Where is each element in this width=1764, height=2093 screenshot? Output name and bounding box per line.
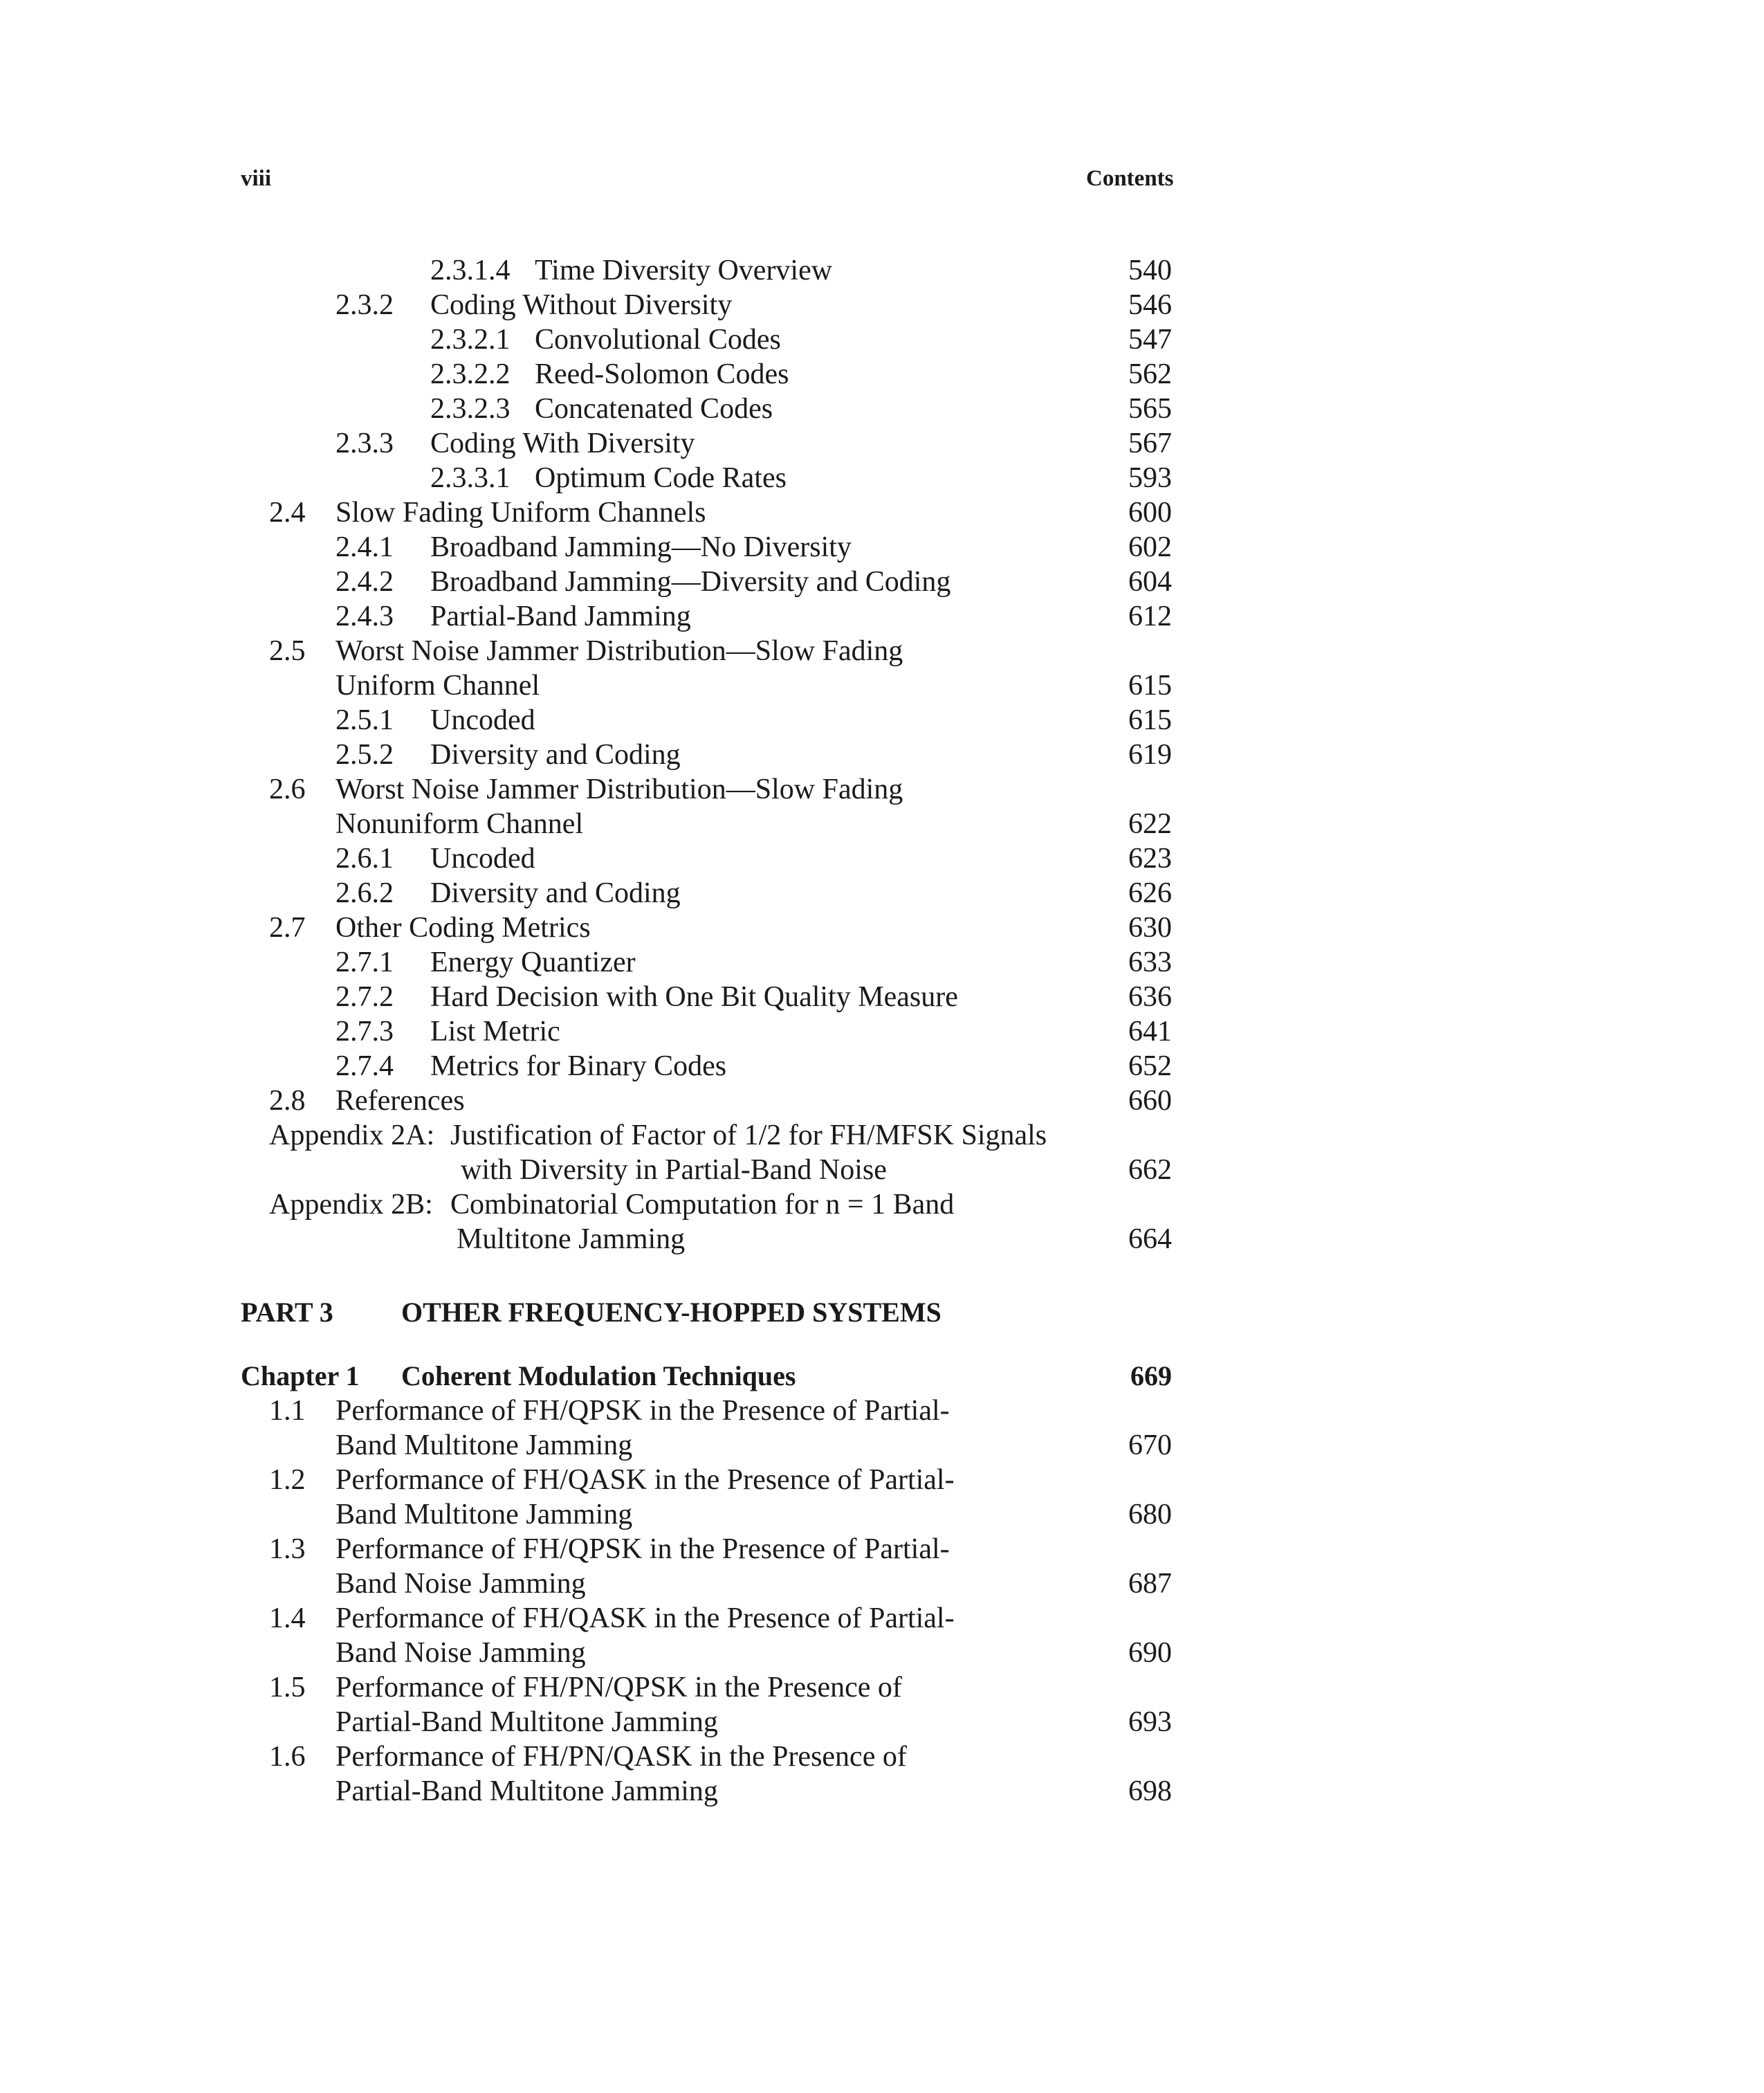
toc-entry-title: Combinatorial Computation for n = 1 Band	[450, 1189, 955, 1221]
toc-entry-row[interactable]	[0, 1497, 1764, 1532]
toc-entry-row[interactable]	[0, 807, 1764, 841]
toc-entry-page: 622	[1128, 808, 1172, 840]
toc-entry-row[interactable]	[0, 426, 1764, 461]
toc-entry-number: 2.3.3	[336, 428, 394, 459]
toc-entry-row[interactable]	[0, 911, 1764, 945]
toc-entry-title: Diversity and Coding	[430, 739, 681, 771]
toc-entry-page: 619	[1128, 739, 1172, 771]
toc-entry-page: 615	[1128, 704, 1172, 736]
toc-entry-title: Band Multitone Jamming	[336, 1499, 633, 1530]
toc-entry-title: Convolutional Codes	[535, 324, 781, 356]
toc-entry-title: Coding Without Diversity	[430, 289, 733, 321]
toc-entry-row[interactable]	[0, 495, 1764, 530]
toc-entry-title: Partial-Band Multitone Jamming	[336, 1775, 718, 1807]
toc-entry-number: 2.7.2	[336, 981, 394, 1013]
toc-entry-row[interactable]	[0, 668, 1764, 703]
toc-entry-number: 2.7	[269, 912, 306, 944]
toc-entry-row[interactable]	[0, 945, 1764, 980]
toc-entry-row[interactable]	[0, 634, 1764, 668]
toc-entry-row[interactable]	[0, 599, 1764, 634]
toc-entry-row[interactable]	[0, 461, 1764, 495]
toc-entry-number: 1.1	[269, 1395, 306, 1427]
toc-entry-row[interactable]	[0, 1774, 1764, 1809]
toc-entry-page: 602	[1128, 531, 1172, 563]
toc-entry-row[interactable]	[0, 841, 1764, 876]
toc-entry-row[interactable]	[0, 530, 1764, 565]
toc-entry-row[interactable]	[0, 253, 1764, 288]
toc-entry-number: 2.3.3.1	[430, 462, 511, 494]
toc-entry-title: Band Noise Jamming	[336, 1568, 586, 1600]
toc-entry-title: Concatenated Codes	[535, 393, 773, 425]
toc-entry-page: 565	[1128, 393, 1172, 425]
toc-entry-number: PART 3	[241, 1297, 333, 1328]
toc-entry-page: 687	[1128, 1568, 1172, 1600]
toc-entry-page: 633	[1128, 947, 1172, 978]
toc-entry-number: 2.7.1	[336, 947, 394, 978]
toc-heading-row[interactable]	[0, 1295, 1764, 1330]
toc-entry-number: Appendix 2A:	[269, 1119, 435, 1151]
toc-entry-number: Chapter 1	[241, 1360, 360, 1391]
toc-entry-title: Uniform Channel	[336, 670, 540, 702]
toc-entry-page: 669	[1130, 1360, 1172, 1391]
toc-entry-number: 1.4	[269, 1602, 306, 1634]
toc-entry-number: 2.5	[269, 635, 306, 667]
toc-entry-number: 2.6	[269, 774, 306, 805]
toc-entry-number: 2.4	[269, 497, 306, 529]
toc-entry-title: Uncoded	[430, 704, 535, 736]
toc-entry-title: Diversity and Coding	[430, 877, 681, 909]
toc-entry-row[interactable]	[0, 1393, 1764, 1428]
toc-entry-title: Time Diversity Overview	[535, 255, 833, 286]
toc-entry-row[interactable]	[0, 1601, 1764, 1636]
toc-entry-row[interactable]	[0, 1566, 1764, 1601]
toc-entry-row[interactable]	[0, 772, 1764, 807]
toc-entry-title: Performance of FH/QASK in the Presence of Partial-	[336, 1464, 955, 1496]
toc-entry-page: 567	[1128, 428, 1172, 459]
toc-entry-title: Performance of FH/QASK in the Presence of Partial-	[336, 1602, 955, 1634]
toc-entry-title: Performance of FH/QPSK in the Presence of Partial-	[336, 1533, 950, 1565]
toc-entry-page: 626	[1128, 877, 1172, 909]
toc-entry-page: 600	[1128, 497, 1172, 529]
toc-entry-row[interactable]	[0, 738, 1764, 772]
toc-entry-page: 630	[1128, 912, 1172, 944]
toc-entry-number: 2.3.1.4	[430, 255, 511, 286]
toc-entry-row[interactable]	[0, 1636, 1764, 1670]
toc-entry-title: OTHER FREQUENCY-HOPPED SYSTEMS	[401, 1297, 941, 1328]
toc-entry-title: Other Coding Metrics	[336, 912, 591, 944]
toc-entry-number: 2.7.4	[336, 1050, 394, 1082]
toc-entry-title: Slow Fading Uniform Channels	[336, 497, 706, 529]
toc-entry-title: Worst Noise Jammer Distribution—Slow Fading	[336, 635, 903, 667]
toc-entry-number: 2.3.2.2	[430, 358, 511, 390]
toc-entry-row[interactable]	[0, 1739, 1764, 1774]
toc-entry-page: 546	[1128, 289, 1172, 321]
toc-entry-title: Performance of FH/PN/QPSK in the Presence of	[336, 1672, 902, 1703]
toc-entry-row[interactable]	[0, 980, 1764, 1014]
toc-entry-page: 680	[1128, 1499, 1172, 1530]
toc-entry-title: Performance of FH/QPSK in the Presence of Partial-	[336, 1395, 950, 1427]
toc-entry-page: 612	[1128, 601, 1172, 632]
toc-heading-row[interactable]	[0, 1359, 1764, 1393]
toc-entry-number: 1.6	[269, 1741, 306, 1773]
toc-entry-page: 698	[1128, 1775, 1172, 1807]
toc-entry-title: Worst Noise Jammer Distribution—Slow Fading	[336, 774, 903, 805]
toc-entry-number: 2.4.1	[336, 531, 394, 563]
toc-entry-row[interactable]	[0, 1705, 1764, 1739]
toc-entry-row[interactable]	[0, 703, 1764, 738]
toc-entry-title: Uncoded	[430, 843, 535, 875]
toc-entry-title: List Metric	[430, 1016, 560, 1048]
toc-entry-number: 2.5.2	[336, 739, 394, 771]
toc-entry-title: Reed-Solomon Codes	[535, 358, 789, 390]
toc-entry-page: 562	[1128, 358, 1172, 390]
toc-entry-number: 2.4.2	[336, 566, 394, 598]
toc-entry-row[interactable]	[0, 876, 1764, 911]
toc-entry-title: Partial-Band Multitone Jamming	[336, 1706, 718, 1738]
toc-entry-page: 547	[1128, 324, 1172, 356]
toc-entry-row[interactable]	[0, 1049, 1764, 1084]
toc-entry-number: 2.4.3	[336, 601, 394, 632]
toc-entry-title: Metrics for Binary Codes	[430, 1050, 727, 1082]
toc-entry-title: Justification of Factor of 1/2 for FH/MFSK Signals	[450, 1119, 1047, 1151]
toc-entry-page: 540	[1128, 255, 1172, 286]
toc-entry-row[interactable]	[0, 392, 1764, 426]
toc-entry-title: Band Multitone Jamming	[336, 1429, 633, 1461]
toc-entry-number: 2.3.2	[336, 289, 394, 321]
toc-entry-row[interactable]	[0, 1118, 1764, 1153]
toc-entry-row[interactable]	[0, 1187, 1764, 1222]
toc-entry-title: with Diversity in Partial-Band Noise	[461, 1154, 887, 1186]
toc-entry-row[interactable]	[0, 1463, 1764, 1497]
toc-entry-row[interactable]	[0, 1532, 1764, 1566]
toc-entry-number: 2.6.1	[336, 843, 394, 875]
toc-entry-row[interactable]	[0, 357, 1764, 392]
toc-entry-page: 652	[1128, 1050, 1172, 1082]
toc-entry-title: Optimum Code Rates	[535, 462, 787, 494]
section-spacer	[0, 1256, 1764, 1295]
toc-entry-row[interactable]	[0, 565, 1764, 599]
section-spacer	[0, 1330, 1764, 1359]
toc-entry-page: 615	[1128, 670, 1172, 702]
toc-entry-title: Performance of FH/PN/QASK in the Presence of	[336, 1741, 907, 1773]
table-of-contents	[0, 253, 1764, 1809]
toc-entry-number: 1.3	[269, 1533, 306, 1565]
toc-entry-page: 690	[1128, 1637, 1172, 1669]
toc-entry-page: 693	[1128, 1706, 1172, 1738]
toc-entry-title: Nonuniform Channel	[336, 808, 584, 840]
toc-entry-page: 641	[1128, 1016, 1172, 1048]
running-head-title: Contents	[1086, 166, 1174, 191]
toc-entry-number: 2.8	[269, 1085, 306, 1117]
toc-entry-page: 593	[1128, 462, 1172, 494]
toc-entry-row[interactable]	[0, 1014, 1764, 1049]
toc-entry-number: 1.2	[269, 1464, 306, 1496]
toc-entry-page: 604	[1128, 566, 1172, 598]
toc-entry-row[interactable]	[0, 1222, 1764, 1256]
toc-entry-title: References	[336, 1085, 465, 1117]
toc-entry-page: 660	[1128, 1085, 1172, 1117]
toc-entry-row[interactable]	[0, 1153, 1764, 1187]
toc-entry-row[interactable]	[0, 322, 1764, 357]
toc-entry-page: 662	[1128, 1154, 1172, 1186]
toc-entry-title: Multitone Jamming	[457, 1223, 686, 1255]
toc-entry-title: Hard Decision with One Bit Quality Measure	[430, 981, 958, 1013]
toc-entry-number: 2.3.2.3	[430, 393, 511, 425]
toc-entry-title: Energy Quantizer	[430, 947, 636, 978]
toc-entry-row[interactable]	[0, 1428, 1764, 1463]
toc-entry-number: 2.7.3	[336, 1016, 394, 1048]
toc-entry-number: Appendix 2B:	[269, 1189, 433, 1221]
toc-entry-title: Coding With Diversity	[430, 428, 695, 459]
running-head-page-number: viii	[241, 166, 272, 191]
toc-entry-title: Band Noise Jamming	[336, 1637, 586, 1669]
toc-entry-row[interactable]	[0, 1084, 1764, 1118]
toc-entry-number: 2.6.2	[336, 877, 394, 909]
toc-entry-number: 2.5.1	[336, 704, 394, 736]
toc-entry-row[interactable]	[0, 288, 1764, 322]
toc-entry-number: 1.5	[269, 1672, 306, 1703]
toc-entry-page: 670	[1128, 1429, 1172, 1461]
toc-entry-page: 664	[1128, 1223, 1172, 1255]
toc-entry-title: Broadband Jamming—Diversity and Coding	[430, 566, 951, 598]
toc-entry-title: Broadband Jamming—No Diversity	[430, 531, 852, 563]
toc-entry-title: Partial-Band Jamming	[430, 601, 691, 632]
toc-entry-page: 636	[1128, 981, 1172, 1013]
toc-entry-title: Coherent Modulation Techniques	[401, 1360, 796, 1391]
toc-entry-number: 2.3.2.1	[430, 324, 511, 356]
toc-entry-row[interactable]	[0, 1670, 1764, 1705]
toc-entry-page: 623	[1128, 843, 1172, 875]
